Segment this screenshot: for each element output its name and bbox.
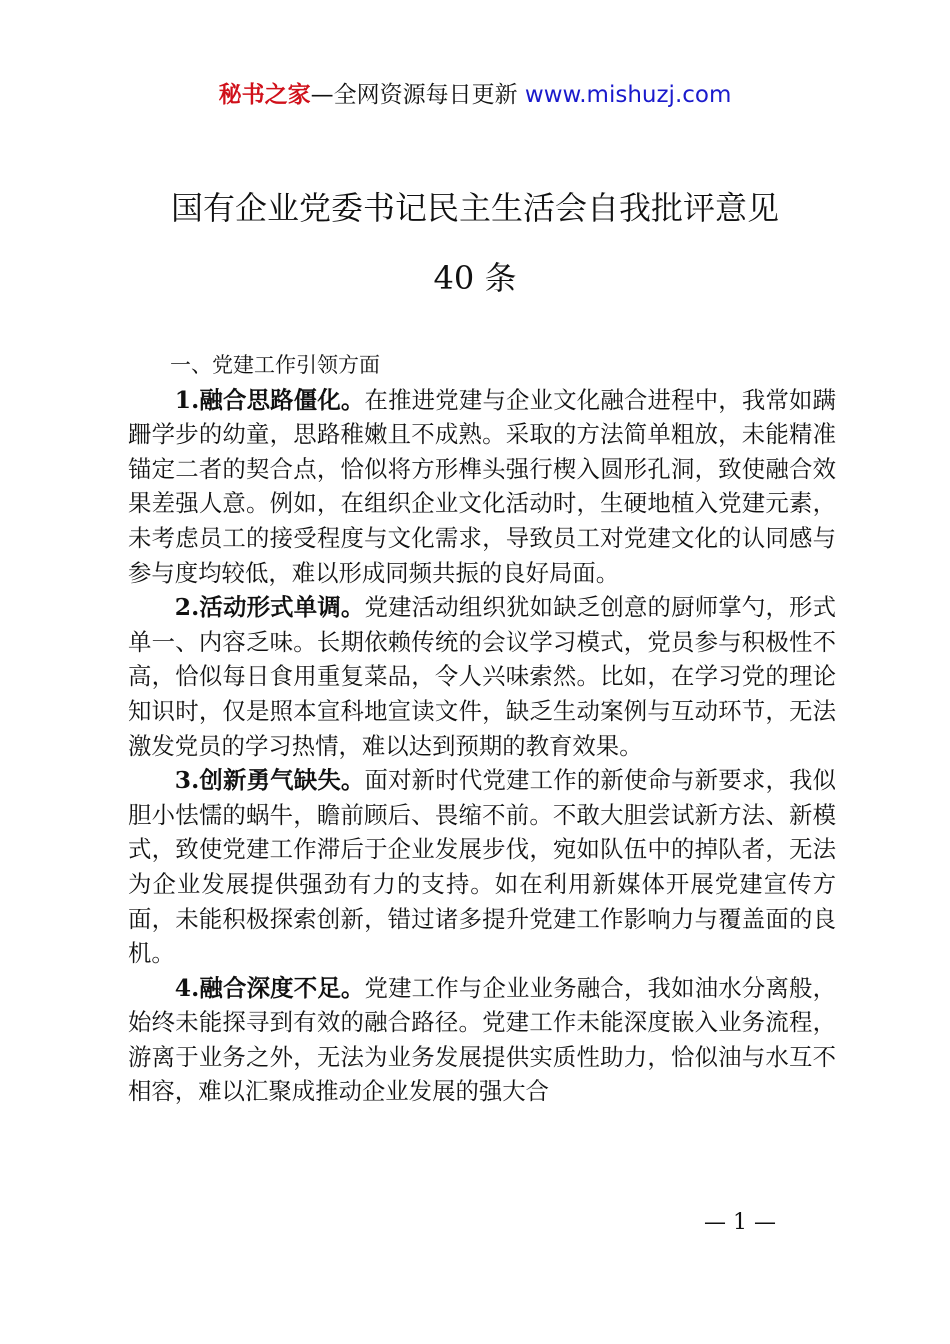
item-text: 面对新时代党建工作的新使命与新要求，我似胆小怯懦的蜗牛，瞻前顾后、畏缩不前。不敢大胆尝试新方法、新模式，致使党建工作滞后于企业发展步伐，宛如队伍中的掉队者，无法为企业发展提供强劲有力的支持。如在利用新媒体开展党建宣传方面，未能积极探索创新，错过诸多提升党建工作影响力与覆盖面的良机。: [128, 766, 837, 968]
document-title-count: 40 条: [433, 259, 517, 297]
document-body: [128, 348, 836, 1109]
section-heading: 一、党建工作引领方面: [170, 353, 380, 377]
item-lead: 1.融合思路僵化。: [174, 385, 365, 414]
list-item: [128, 763, 836, 971]
item-lead: 4.融合深度不足。: [174, 973, 365, 1002]
banner-tagline: —全网资源每日更新: [310, 82, 525, 108]
site-url-link[interactable]: www.mishuzj.com: [524, 82, 732, 108]
site-banner: [0, 78, 950, 112]
item-text: 党建活动组织犹如缺乏创意的厨师掌勺，形式单一、内容乏味。长期依赖传统的会议学习模式，党员参与积极性不高，恰似每日食用重复菜品，令人兴味索然。比如，在学习党的理论知识时，仅是照本宣科地宣读文件，缺乏生动案例与互动环节，无法激发党员的学习热情，难以达到预期的教育效果。: [128, 593, 837, 760]
item-lead: 3.创新勇气缺失。: [174, 766, 365, 795]
list-item: [128, 971, 836, 1109]
list-item: [128, 383, 836, 591]
list-item: [128, 590, 836, 763]
document-title: 国有企业党委书记民主生活会自我批评意见: [170, 189, 779, 227]
item-text: 在推进党建与企业文化融合进程中，我常如蹒跚学步的幼童，思路稚嫩且不成熟。采取的方法简单粗放，未能精准锚定二者的契合点，恰似将方形榫头强行楔入圆形孔洞，致使融合效果差强人意。例如，在组织企业文化活动时，生硬地植入党建元素，未考虑员工的接受程度与文化需求，导致员工对党建文化的认同感与参与度均较低，难以形成同频共振的良好局面。: [128, 385, 837, 587]
item-text: 党建工作与企业业务融合，我如油水分离般，始终未能探寻到有效的融合路径。党建工作未能深度嵌入业务流程，游离于业务之外，无法为业务发展提供实质性助力，恰似油与水互不相容，难以汇聚成推动企业发展的强大合: [128, 973, 837, 1106]
brand-name: 秘书之家: [218, 82, 311, 108]
item-lead: 2.活动形式单调。: [174, 593, 365, 622]
page-number: — 1 —: [704, 1210, 776, 1235]
